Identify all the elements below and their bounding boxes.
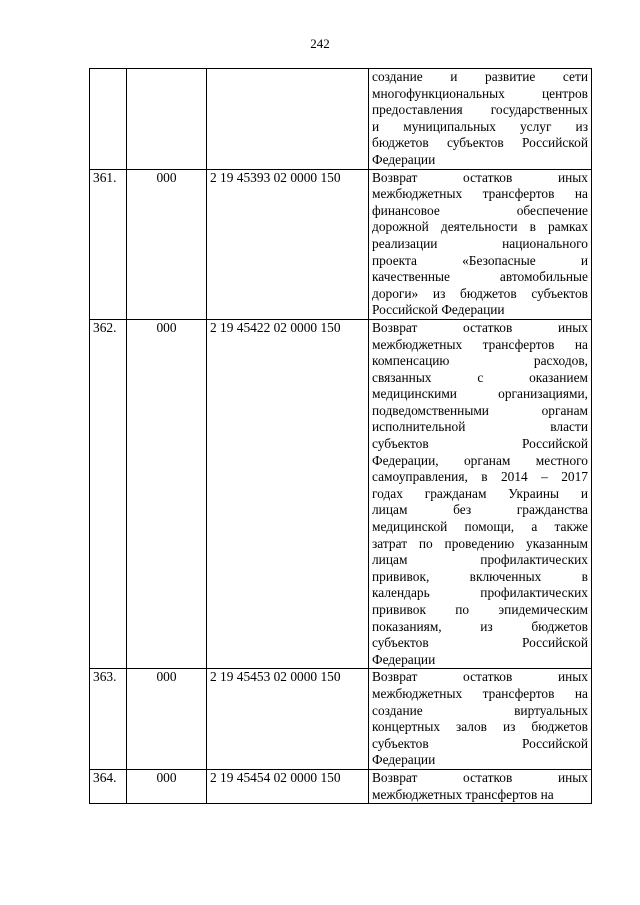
description-cell <box>369 69 592 170</box>
row-number-cell: 362. <box>90 319 127 668</box>
budget-code-table <box>89 68 592 804</box>
budget-code-cell <box>207 69 369 170</box>
description-line: субъектов Российской <box>372 436 588 452</box>
row-number-cell: 363. <box>90 669 127 770</box>
description-line: затрат по проведению указанным <box>372 535 588 551</box>
budget-code-cell: 2 19 45422 02 0000 150 <box>207 319 369 668</box>
admin-code-cell: 000 <box>127 669 207 770</box>
description-line: компенсацию расходов, <box>372 353 588 369</box>
description-line: показаниям, из бюджетов <box>372 618 588 634</box>
description-line: лицам без гражданства <box>372 502 588 518</box>
row-number-cell: 364. <box>90 769 127 803</box>
description-line: Федерации <box>372 151 436 167</box>
description-line: многофункциональных центров <box>372 85 588 101</box>
description-line: связанных с оказанием <box>372 369 588 385</box>
description-line: медицинскими организациями, <box>372 386 588 402</box>
description-line: межбюджетных трансфертов на <box>372 685 588 701</box>
description-line: прививок по эпидемическим <box>372 602 588 617</box>
description-line: Российской Федерации <box>372 302 505 318</box>
table-row <box>90 69 592 170</box>
description-line: создание и развитие сети <box>372 69 588 84</box>
row-number-cell: 361. <box>90 169 127 319</box>
description-line: концертных залов из бюджетов <box>372 719 588 735</box>
admin-code-cell: 000 <box>127 169 207 319</box>
description-line: медицинской помощи, а также <box>372 519 588 535</box>
budget-code-cell: 2 19 45454 02 0000 150 <box>207 769 369 803</box>
description-line: бюджетов субъектов Российской <box>372 135 588 151</box>
description-line: Возврат остатков иных <box>372 319 588 335</box>
description-line: годах гражданам Украины и <box>372 485 588 501</box>
budget-code-cell: 2 19 45453 02 0000 150 <box>207 669 369 770</box>
table-row <box>90 169 592 319</box>
description-line: Федерации <box>372 752 436 768</box>
table-row <box>90 669 592 770</box>
admin-code-cell <box>127 69 207 170</box>
description-line: финансовое обеспечение <box>372 202 588 218</box>
admin-code-cell: 000 <box>127 319 207 668</box>
description-line: Федерации, органам местного <box>372 452 588 468</box>
description-cell <box>369 669 592 770</box>
description-line: дорожной деятельности в рамках <box>372 219 588 235</box>
description-line: межбюджетных трансфертов на <box>372 186 588 202</box>
description-line: реализации национального <box>372 235 588 251</box>
description-cell <box>369 169 592 319</box>
table-row <box>90 769 592 803</box>
description-line: субъектов Российской <box>372 635 588 651</box>
page-number: 242 <box>310 36 330 51</box>
description-line: проекта «Безопасные и <box>372 252 588 268</box>
description-cell <box>369 319 592 668</box>
description-line: Возврат остатков иных <box>372 769 588 785</box>
description-line: субъектов Российской <box>372 735 588 751</box>
admin-code-cell: 000 <box>127 769 207 803</box>
description-line: межбюджетных трансфертов на <box>372 786 554 802</box>
description-line: исполнительной власти <box>372 419 588 435</box>
description-line: лицам профилактических <box>372 552 588 568</box>
description-line: качественные автомобильные <box>372 269 588 285</box>
budget-code-cell: 2 19 45393 02 0000 150 <box>207 169 369 319</box>
description-line: самоуправления, в 2014 – 2017 <box>372 469 588 485</box>
description-line: дороги» из бюджетов субъектов <box>372 285 588 301</box>
description-line: календарь профилактических <box>372 585 588 601</box>
table-row <box>90 319 592 668</box>
description-line: предоставления государственных <box>372 102 588 118</box>
description-line: Возврат остатков иных <box>372 669 588 685</box>
description-cell <box>369 769 592 803</box>
description-line: создание виртуальных <box>372 702 588 718</box>
description-line: прививок, включенных в <box>372 568 588 584</box>
description-line: Возврат остатков иных <box>372 169 588 185</box>
description-line: межбюджетных трансфертов на <box>372 336 588 352</box>
description-line: Федерации <box>372 651 436 667</box>
description-line: и муниципальных услуг из <box>372 118 588 134</box>
description-line: подведомственными органам <box>372 402 588 418</box>
table-body <box>90 69 592 804</box>
row-number-cell <box>90 69 127 170</box>
